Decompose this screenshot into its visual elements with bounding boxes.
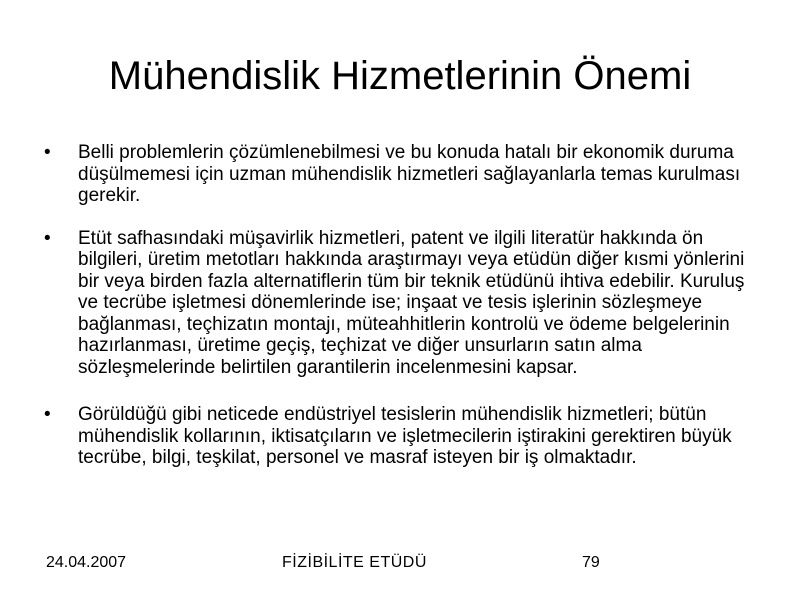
- bullet-text: Etüt safhasındaki müşavirlik hizmetleri, patent ve ilgili literatür hakkında ön bilgileri, üretim metotları hakkında araştırmayı veya etüdün diğer kısmi yönlerini bir veya birden fazla alternatiflerin tüm bir teknik etüdünü ihtiva edebilir. Kuruluş ve tecrübe işletmesi dönemlerinde ise; inşaat ve tesis işlerinin sözleşmeye bağlanması, teçhizatın montajı, müteahhitlerin kontrolü ve ödeme belgelerinin hazırlanması, üretime geçiş, teçhizat ve diğer unsurların satın alma sözleşmelerinde belirtilen garantilerin incelenmesini kapsar.: [78, 227, 745, 378]
- bullet-list: [36, 142, 766, 490]
- bullet-icon: •: [44, 142, 51, 163]
- bullet-item-2: [36, 228, 766, 379]
- footer-date: 24.04.2007: [46, 554, 127, 571]
- bullet-icon: •: [44, 227, 51, 249]
- bullet-text: Belli problemlerin çözümlenebilmesi ve bu konuda hatalı bir ekonomik duruma düşülmemesi için uzman mühendislik hizmetleri sağlayanlarla temas kurulması gerekir.: [78, 142, 741, 206]
- slide-title: Mühendislik Hizmetlerinin Önemi: [108, 54, 692, 98]
- footer-page-number: 79: [582, 554, 600, 571]
- bullet-text: Görüldüğü gibi neticede endüstriyel tesislerin mühendislik hizmetleri; bütün mühendislik kollarının, iktisatçıların ve işletmecilerin iştirakini gerektiren büyük tecrübe, bilgi, teşkilat, personel ve masraf isteyen bir iş olmaktadır.: [78, 404, 732, 468]
- bullet-item-1: [36, 142, 766, 207]
- bullet-icon: •: [44, 404, 51, 425]
- footer-title: FİZİBİLİTE ETÜDÜ: [282, 554, 427, 571]
- bullet-item-3: [36, 404, 766, 469]
